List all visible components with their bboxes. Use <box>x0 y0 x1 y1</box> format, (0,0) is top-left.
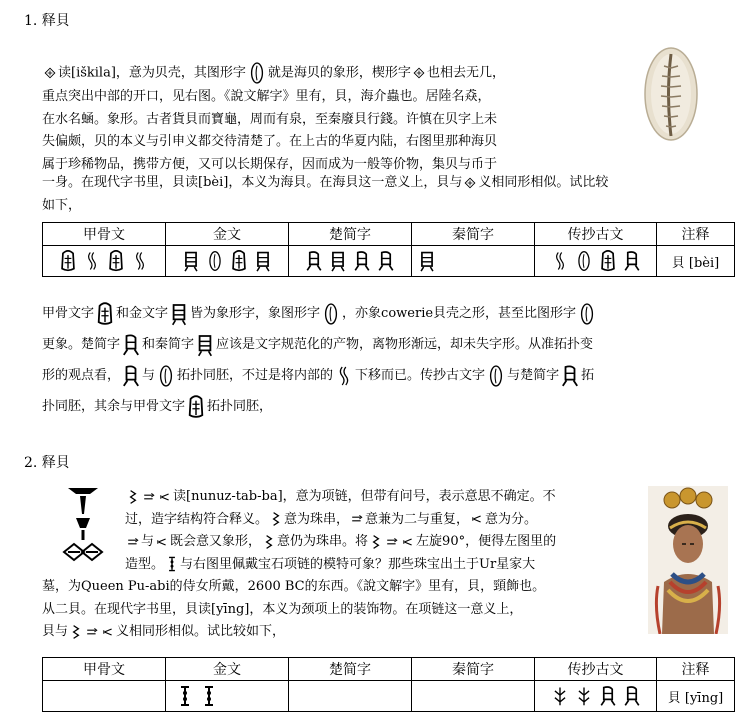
col-header: 楚简字 <box>289 658 412 681</box>
text: 与 <box>142 368 156 383</box>
col-header: 注释 <box>657 658 735 681</box>
para-line: 墓，为Queen Pu-abi的侍女所戴，2600 BC的东西。《說文解字》里有，貝，頸飾也。 <box>42 579 546 594</box>
col-header: 甲骨文 <box>43 658 166 681</box>
oracle-bone-forms <box>43 246 166 277</box>
qin-forms <box>412 246 535 277</box>
oracle-bone-glyph-icon <box>96 301 114 327</box>
para-line: 属于珍稀物品，携带方便，又可以长期保存，因而成为一般等价物，集贝与币于 <box>42 156 498 172</box>
cuneiform-sign-icon <box>413 65 425 81</box>
double-glyph-icon <box>127 534 139 550</box>
double-glyph-icon <box>351 511 363 527</box>
section-1-heading: 1. 释貝 <box>24 13 70 29</box>
section-1-intro-cont <box>42 172 734 217</box>
text: 和秦简字 <box>142 337 195 352</box>
bronze-glyph-icon <box>230 250 248 272</box>
shell-pictograph-icon <box>157 363 175 389</box>
transcribed-glyph-icon <box>599 250 617 272</box>
section-1-intro <box>42 60 632 176</box>
text: 皆为象形字，象图形字 <box>190 306 321 321</box>
oracle-bone-glyph-icon <box>131 250 149 272</box>
transcribed-forms <box>535 681 657 712</box>
text: 扑同胚，其余与甲骨文字 <box>42 399 186 414</box>
transcribed-glyph-icon <box>551 250 569 272</box>
model-necklace-photo <box>648 486 728 634</box>
para-line <box>125 531 625 554</box>
oracle-bone-glyph-icon <box>59 250 77 272</box>
split-glyph-icon <box>471 511 483 527</box>
text: 既会意又象形， <box>170 534 262 549</box>
chu-glyph-icon <box>561 363 579 389</box>
cowrie-shell-image <box>640 44 702 144</box>
col-header: 注释 <box>657 223 735 246</box>
text: 义相同形相似。试比较 <box>478 175 609 190</box>
text: 意兼为二与重复， <box>365 511 470 527</box>
chu-glyph-icon <box>122 332 140 358</box>
para-line <box>42 298 734 329</box>
transcribed-forms <box>535 246 657 277</box>
para-line: 重点突出中部的开口，见右图。《說文解字》里有，貝，海介蟲也。居陸名猋， <box>42 89 491 104</box>
chu-forms <box>289 246 412 277</box>
col-header: 金文 <box>166 223 289 246</box>
col-header: 秦简字 <box>412 658 535 681</box>
text: 拓 <box>581 368 595 383</box>
col-header: 秦简字 <box>412 223 535 246</box>
beads-glyph-icon <box>370 534 382 550</box>
split-glyph-icon <box>159 489 171 505</box>
para-line <box>42 60 632 86</box>
text: 与楚简字 <box>507 368 560 383</box>
text: 就是海贝的象形，楔形字 <box>267 65 411 81</box>
table-row <box>43 681 735 712</box>
chu-glyph-icon <box>353 250 371 272</box>
transcribed-glyph-icon <box>575 250 593 272</box>
table-header-row <box>43 658 735 681</box>
necklace-glyph-image <box>60 484 106 564</box>
text: 和金文字 <box>116 306 169 321</box>
beads-glyph-icon <box>70 624 82 640</box>
para-line: 失偏颇，贝的本义与引申义都交待清楚了。在上古的华夏内陆，右图里那种海贝 <box>42 134 498 149</box>
beads-glyph-icon <box>127 489 139 505</box>
comparison-table-2 <box>42 657 735 712</box>
text: 拓扑同胚，不过是将内部的 <box>177 368 334 383</box>
chu-glyph-icon <box>122 363 140 389</box>
double-glyph-icon <box>143 489 155 505</box>
col-header: 楚简字 <box>289 223 412 246</box>
text: 意为分。 <box>485 511 538 527</box>
cuneiform-sign-icon <box>44 65 56 81</box>
col-header: 传抄古文 <box>535 223 657 246</box>
transcribed-glyph-icon <box>551 685 569 707</box>
para-line: 如下， <box>42 197 82 213</box>
shell-pictograph-icon <box>578 301 596 327</box>
double-glyph-icon <box>86 624 98 640</box>
section-2-intro <box>125 486 625 576</box>
text: 意仍为珠串。将 <box>277 534 369 549</box>
table-header-row <box>43 223 735 246</box>
text: 与右图里佩戴宝石项链的模特可象？那些珠宝出土于Ur星家大 <box>180 556 536 572</box>
bronze-glyph-icon <box>182 250 200 272</box>
text: 读[iškila]，意为贝壳，其图形字 <box>58 65 246 81</box>
para-line: 在水名蜬。象形。古者貨貝而寶龜，周而有泉，至秦廢貝行錢。许慎在贝字上未 <box>42 111 498 127</box>
bronze-glyph-icon <box>176 685 194 707</box>
text: 貝与 <box>42 624 69 639</box>
col-header: 金文 <box>166 658 289 681</box>
chu-forms <box>289 681 412 712</box>
transcribed-glyph-icon <box>487 363 505 389</box>
qin-glyph-icon <box>196 332 214 358</box>
text: 形的观点看， <box>42 368 121 383</box>
transcribed-glyph-icon <box>623 685 641 707</box>
shell-pictograph-icon <box>322 301 340 327</box>
split-glyph-icon <box>402 534 414 550</box>
para-line <box>42 172 734 195</box>
para-line <box>125 486 625 509</box>
bronze-forms <box>166 246 289 277</box>
comparison-table-1 <box>42 222 735 277</box>
text: 意为珠串， <box>284 511 350 527</box>
text: 读[nunuz-tab-ba]，意为项链，但带有问号，表示意思不确定。不 <box>173 489 556 504</box>
transcribed-glyph-icon <box>623 250 641 272</box>
para-line <box>42 360 734 391</box>
text: 应该是文字规范化的产物，离物形渐远，却未失字形。从准拓扑变 <box>216 337 594 352</box>
para-line <box>125 509 625 532</box>
text: 拓扑同胚， <box>207 399 273 414</box>
beads-glyph-icon <box>263 534 275 550</box>
para-line <box>125 554 625 577</box>
split-glyph-icon <box>102 624 114 640</box>
col-header: 传抄古文 <box>535 658 657 681</box>
para-line <box>42 621 642 644</box>
oracle-bone-glyph-icon <box>107 250 125 272</box>
section-2-intro-cont <box>42 576 642 644</box>
chu-glyph-icon <box>305 250 323 272</box>
text: 下移而已。传抄古文字 <box>355 368 486 383</box>
text: 义相同形相似。试比较如下， <box>116 624 286 639</box>
table-row <box>43 246 735 277</box>
text: 甲骨文字 <box>42 306 95 321</box>
para-line: 从二貝。在现代字书里，貝读[yīng]，本义为颈项上的装饰物。在项链这一意义上， <box>42 601 523 617</box>
text: 一身。在现代字书里，貝读[bèi]，本义为海貝。在海貝这一意义上，貝与 <box>42 175 463 190</box>
text: 左旋90°，便得左图里的 <box>416 534 557 549</box>
chu-glyph-icon <box>329 250 347 272</box>
transcribed-glyph-icon <box>575 685 593 707</box>
text: 与 <box>141 534 155 549</box>
bronze-forms <box>166 681 289 712</box>
double-glyph-icon <box>386 534 398 550</box>
text: 造型。 <box>125 556 165 572</box>
bronze-glyph-icon <box>170 301 188 327</box>
oracle-bone-glyph-icon <box>83 250 101 272</box>
note-cell: 貝 [yīng] <box>657 681 735 712</box>
bronze-glyph-icon <box>200 685 218 707</box>
oracle-bone-forms <box>43 681 166 712</box>
beads-glyph-icon <box>270 511 282 527</box>
inner-stroke-icon <box>335 363 353 389</box>
qin-glyph-icon <box>418 250 436 272</box>
text: ，亦象cowerie貝壳之形，甚至比图形字 <box>342 306 577 321</box>
split-glyph-icon <box>156 534 168 550</box>
text: 更象。楚简字 <box>42 337 121 352</box>
section-2-heading: 2. 释貝 <box>24 455 70 471</box>
bronze-glyph-icon <box>254 250 272 272</box>
cuneiform-sign-icon <box>464 175 476 191</box>
oracle-bone-glyph-icon <box>187 394 205 420</box>
note-cell: 貝 [bèi] <box>657 246 735 277</box>
transcribed-glyph-icon <box>599 685 617 707</box>
necklace-glyph-icon <box>166 556 178 572</box>
para-line <box>42 391 734 422</box>
bronze-glyph-icon <box>206 250 224 272</box>
col-header: 甲骨文 <box>43 223 166 246</box>
section-1-analysis <box>42 298 734 422</box>
shell-pictograph-icon <box>248 60 266 86</box>
text: 过，造字结构符合释义。 <box>125 511 269 527</box>
chu-glyph-icon <box>377 250 395 272</box>
text: 也相去无几， <box>426 65 505 81</box>
qin-forms <box>412 681 535 712</box>
para-line <box>42 329 734 360</box>
